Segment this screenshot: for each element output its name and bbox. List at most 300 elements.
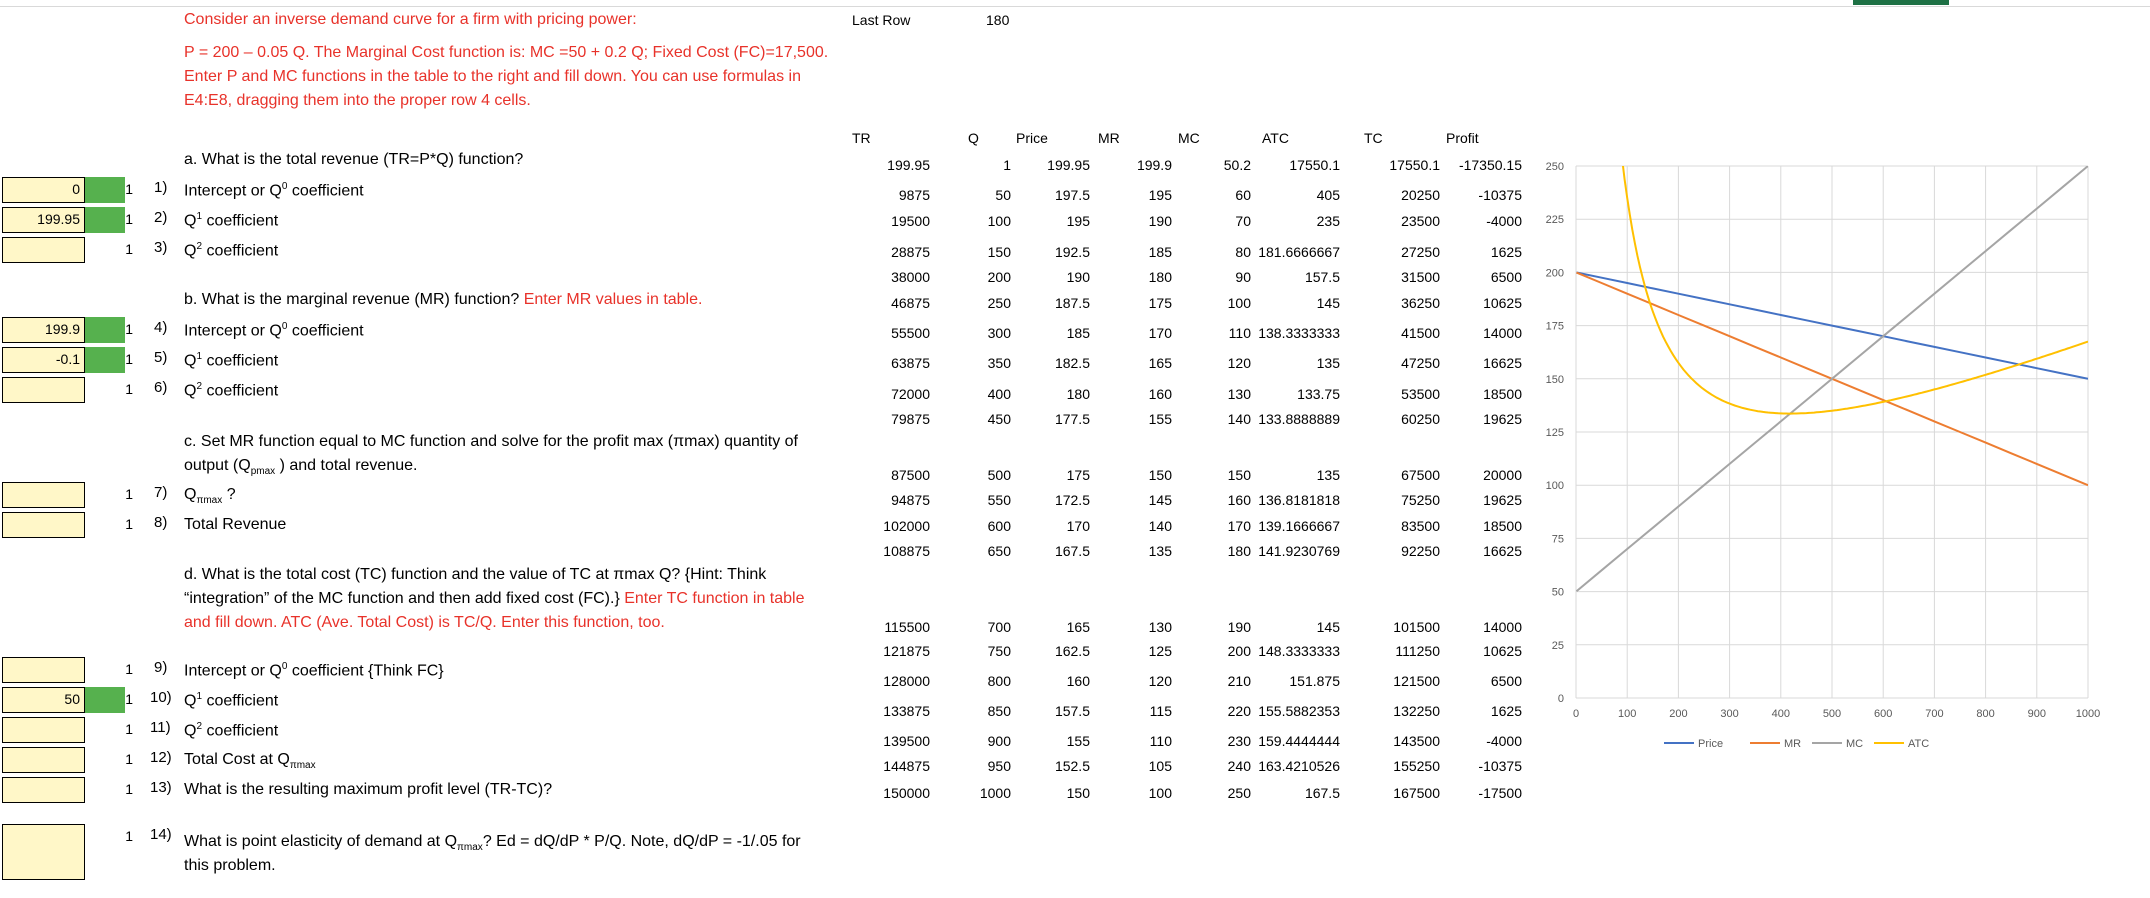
question-label: Intercept or Q — [184, 182, 282, 200]
section-b-text: b. What is the marginal revenue (MR) function? — [184, 291, 524, 308]
table-cell[interactable]: 27250 — [1401, 244, 1440, 260]
table-cell[interactable]: 41500 — [1401, 325, 1440, 341]
table-cell[interactable]: 210 — [1227, 673, 1251, 689]
table-cell[interactable]: 200 — [987, 269, 1011, 285]
table-cell[interactable]: 67500 — [1401, 467, 1440, 483]
question-label: Q — [184, 382, 197, 400]
table-cell[interactable]: 70 — [1235, 213, 1251, 229]
table-cell[interactable]: 108875 — [883, 543, 930, 559]
table-cell[interactable]: 405 — [1316, 187, 1340, 203]
table-cell[interactable]: 155 — [1066, 733, 1090, 749]
question-label: Total Revenue — [184, 516, 287, 533]
table-cell[interactable]: 140 — [1227, 411, 1251, 427]
question-label-suffix: coefficient — [202, 352, 279, 370]
table-cell[interactable]: -4000 — [1486, 213, 1522, 229]
table-cell[interactable]: 400 — [987, 386, 1011, 402]
question-label: Q — [184, 722, 197, 740]
question-number-2: 2) — [154, 209, 168, 226]
table-cell[interactable]: 165 — [1066, 619, 1090, 635]
question-label-suffix: coefficient — [202, 692, 279, 710]
table-cell[interactable]: 195 — [1148, 187, 1172, 203]
subscript: πmax — [289, 760, 316, 772]
table-cell[interactable]: 120 — [1227, 355, 1251, 371]
table-cell[interactable]: 850 — [987, 703, 1011, 719]
table-cell[interactable]: 150 — [1066, 785, 1090, 801]
table-cell[interactable]: 133.8888889 — [1258, 411, 1340, 427]
question-text-1 — [184, 181, 364, 200]
table-cell[interactable]: 135 — [1316, 355, 1340, 371]
table-cell[interactable]: 100 — [1227, 295, 1251, 311]
x-tick-label: 800 — [1976, 708, 1995, 720]
superscript: 0 — [281, 181, 288, 192]
table-cell[interactable]: 172.5 — [1054, 492, 1090, 508]
y-tick-label: 225 — [1545, 214, 1564, 227]
table-cell[interactable]: 141.9230769 — [1258, 543, 1340, 559]
subscript: πmax — [457, 842, 483, 854]
table-cell[interactable]: 148.3333333 — [1258, 643, 1340, 659]
table-cell[interactable]: 195 — [1066, 213, 1090, 229]
answer-cell-14[interactable] — [2, 824, 85, 880]
question-text-8 — [184, 516, 286, 534]
table-cell[interactable]: 150 — [987, 244, 1011, 260]
answer-cell-10[interactable]: 50 — [2, 687, 85, 713]
table-cell[interactable]: 180 — [1066, 386, 1090, 402]
table-cell[interactable]: 110 — [1149, 733, 1172, 749]
table-cell[interactable]: 220 — [1227, 703, 1251, 719]
table-cell[interactable]: 170 — [1066, 518, 1090, 534]
table-cell[interactable]: 250 — [1227, 785, 1251, 801]
table-cell[interactable]: 160 — [1227, 492, 1251, 508]
table-cell[interactable]: 16625 — [1483, 355, 1522, 371]
table-cell[interactable]: 6500 — [1490, 673, 1522, 689]
table-cell[interactable]: 144875 — [883, 758, 930, 774]
section-d-instruction: Enter TC function in table — [624, 590, 805, 607]
table-cell[interactable]: 199.95 — [1047, 157, 1090, 173]
table-cell[interactable]: -4000 — [1486, 733, 1522, 749]
table-cell[interactable]: 600 — [987, 518, 1011, 534]
table-cell[interactable]: 72000 — [891, 386, 930, 402]
question-text-14-line-2: this problem. — [184, 857, 276, 874]
table-cell[interactable]: 50 — [995, 187, 1011, 203]
table-cell[interactable]: 150 — [1148, 467, 1172, 483]
table-cell[interactable]: 115 — [1149, 703, 1172, 719]
section-c-sub: pmax — [250, 466, 276, 478]
question-number-12: 12) — [150, 749, 172, 766]
table-cell[interactable]: 155250 — [1393, 758, 1440, 774]
table-cell[interactable]: -17500 — [1478, 785, 1522, 801]
table-cell[interactable]: 120 — [1148, 673, 1172, 689]
table-cell[interactable]: 181.6666667 — [1258, 244, 1340, 260]
table-cell[interactable]: 167.5 — [1304, 785, 1340, 801]
answer-cell-11[interactable] — [2, 717, 85, 743]
table-cell[interactable]: 1 — [1003, 157, 1011, 173]
table-cell[interactable]: 1625 — [1490, 703, 1522, 719]
table-cell[interactable]: 152.5 — [1054, 758, 1090, 774]
table-cell[interactable]: 28875 — [891, 244, 930, 260]
table-cell[interactable]: 235 — [1316, 213, 1340, 229]
table-cell[interactable]: 230 — [1227, 733, 1251, 749]
table-cell[interactable]: 53500 — [1401, 386, 1440, 402]
table-cell[interactable]: 180 — [1227, 543, 1251, 559]
question-label: What is point elasticity of demand at Q — [184, 833, 458, 850]
question-number-10: 10) — [150, 689, 172, 706]
table-cell[interactable]: 130 — [1227, 386, 1251, 402]
table-cell[interactable]: 133.75 — [1297, 386, 1340, 402]
legend-label-mr: MR — [1784, 738, 1802, 750]
table-cell[interactable]: 50.2 — [1223, 157, 1251, 173]
legend-label-atc: ATC — [1908, 738, 1930, 750]
table-cell[interactable]: 700 — [987, 619, 1011, 635]
table-cell[interactable]: 139500 — [883, 733, 930, 749]
table-cell[interactable]: 17550.1 — [1389, 157, 1440, 173]
check-value-11: 1 — [125, 721, 133, 737]
question-number-5: 5) — [154, 349, 168, 366]
table-cell[interactable]: 75250 — [1401, 492, 1440, 508]
question-text-6 — [184, 381, 278, 400]
section-b-heading — [184, 291, 702, 309]
table-cell[interactable]: 900 — [987, 733, 1011, 749]
answer-cell-8[interactable] — [2, 512, 85, 538]
check-value-2: 1 — [125, 211, 133, 227]
check-value-4: 1 — [125, 321, 133, 337]
question-label-suffix: ? Ed = dQ/dP * P/Q. Note, dQ/dP = -1/.05 for — [482, 833, 801, 850]
table-cell[interactable]: 159.4444444 — [1258, 733, 1340, 749]
table-cell[interactable]: 18500 — [1483, 518, 1522, 534]
table-cell[interactable]: 55500 — [891, 325, 930, 341]
table-cell[interactable]: 19500 — [891, 213, 930, 229]
question-number-8: 8) — [154, 514, 168, 531]
table-cell[interactable]: 157.5 — [1304, 269, 1340, 285]
question-text-11 — [184, 721, 278, 740]
table-cell[interactable]: 110 — [1228, 325, 1251, 341]
superscript: 1 — [196, 351, 203, 362]
table-cell[interactable]: 31500 — [1401, 269, 1440, 285]
table-cell[interactable]: 190 — [1066, 269, 1090, 285]
table-cell[interactable]: 125 — [1148, 643, 1172, 659]
table-cell[interactable]: 145 — [1148, 492, 1172, 508]
table-cell[interactable]: 105 — [1148, 758, 1172, 774]
table-cell[interactable]: 350 — [987, 355, 1011, 371]
question-number-1: 1) — [154, 179, 168, 196]
table-cell[interactable]: 240 — [1227, 758, 1251, 774]
series-line-atc — [1612, 152, 2088, 414]
selected-column-indicator — [1853, 0, 1949, 5]
table-cell[interactable]: 16625 — [1483, 543, 1522, 559]
table-cell[interactable]: 155 — [1148, 411, 1172, 427]
question-number-3: 3) — [154, 239, 168, 256]
last-row-label: Last Row — [852, 12, 911, 28]
table-cell[interactable]: 1000 — [979, 785, 1011, 801]
table-cell[interactable]: 165 — [1148, 355, 1172, 371]
table-cell[interactable]: 177.5 — [1054, 411, 1090, 427]
table-cell[interactable]: 157.5 — [1054, 703, 1090, 719]
superscript: 0 — [281, 321, 288, 332]
question-label: Total Cost at Q — [184, 751, 290, 768]
check-value-14: 1 — [125, 828, 133, 844]
check-value-12: 1 — [125, 751, 133, 767]
question-number-13: 13) — [150, 779, 172, 796]
intro-line-1: Consider an inverse demand curve for a firm with pricing power: — [184, 11, 637, 28]
column-header-tc: TC — [1364, 130, 1383, 146]
answer-cell-2[interactable]: 199.95 — [2, 207, 85, 233]
section-d-line-1: d. What is the total cost (TC) function and the value of TC at πmax Q? {Hint: Think — [184, 566, 767, 583]
table-cell[interactable]: 450 — [987, 411, 1011, 427]
y-tick-label: 0 — [1557, 693, 1564, 705]
y-tick-label: 25 — [1551, 639, 1564, 652]
x-tick-label: 0 — [1572, 708, 1580, 720]
section-c-line-2a: output (Q — [184, 457, 251, 474]
table-cell[interactable]: 800 — [987, 673, 1011, 689]
check-value-6: 1 — [125, 381, 133, 397]
table-cell[interactable]: 121875 — [883, 643, 930, 659]
table-cell[interactable]: 140 — [1148, 518, 1172, 534]
table-cell[interactable]: 187.5 — [1054, 295, 1090, 311]
x-tick-label: 300 — [1720, 708, 1739, 720]
table-cell[interactable]: 650 — [987, 543, 1011, 559]
question-number-4: 4) — [154, 319, 168, 336]
line-chart — [1536, 152, 2150, 770]
table-cell[interactable]: 185 — [1066, 325, 1090, 341]
question-text-9 — [184, 661, 444, 680]
question-label-suffix: coefficient — [202, 722, 279, 740]
y-tick-label: 100 — [1545, 480, 1564, 493]
table-cell[interactable]: 155.5882353 — [1258, 703, 1340, 719]
x-tick-label: 700 — [1925, 708, 1944, 720]
table-cell[interactable]: 18500 — [1483, 386, 1522, 402]
table-cell[interactable]: 115500 — [884, 619, 930, 635]
answer-cell-1[interactable]: 0 — [2, 177, 85, 203]
table-cell[interactable]: 150 — [1227, 467, 1251, 483]
table-cell[interactable]: 47250 — [1401, 355, 1440, 371]
y-tick-label: 50 — [1551, 586, 1564, 599]
last-row-value[interactable]: 180 — [986, 12, 1010, 28]
legend-label-price: Price — [1698, 738, 1724, 750]
table-cell[interactable]: 10625 — [1483, 295, 1522, 311]
check-value-1: 1 — [125, 181, 133, 197]
table-cell[interactable]: 102000 — [883, 518, 930, 534]
table-cell[interactable]: 36250 — [1401, 295, 1440, 311]
table-cell[interactable]: 92250 — [1401, 543, 1440, 559]
table-cell[interactable]: 46875 — [891, 295, 930, 311]
table-cell[interactable]: 128000 — [883, 673, 930, 689]
section-d-line-2 — [184, 590, 804, 608]
section-b-instruction: Enter MR values in table. — [523, 291, 703, 308]
answer-cell-4[interactable]: 199.9 — [2, 317, 85, 343]
y-tick-label: 200 — [1545, 267, 1564, 280]
table-cell[interactable]: 143500 — [1393, 733, 1440, 749]
table-cell[interactable]: 23500 — [1401, 213, 1440, 229]
table-cell[interactable]: 20000 — [1483, 467, 1522, 483]
table-cell[interactable]: 163.4210526 — [1258, 758, 1340, 774]
check-value-13: 1 — [125, 781, 133, 797]
y-tick-label: 175 — [1545, 320, 1564, 333]
check-value-8: 1 — [125, 516, 133, 532]
table-cell[interactable]: 190 — [1148, 213, 1172, 229]
answer-cell-3[interactable] — [2, 237, 85, 263]
question-label-suffix: ? — [222, 486, 236, 503]
x-tick-label: 900 — [2027, 708, 2046, 720]
table-cell[interactable]: 300 — [987, 325, 1011, 341]
table-cell[interactable]: 197.5 — [1054, 187, 1090, 203]
sheet-top-border — [0, 0, 2150, 7]
x-tick-label: 200 — [1669, 708, 1688, 720]
question-number-14: 14) — [150, 826, 172, 843]
table-cell[interactable]: 6500 — [1490, 269, 1522, 285]
table-cell[interactable]: 83500 — [1401, 518, 1440, 534]
table-cell[interactable]: 167.5 — [1054, 543, 1090, 559]
table-cell[interactable]: 175 — [1148, 295, 1172, 311]
table-cell[interactable]: 185 — [1148, 244, 1172, 260]
table-cell[interactable]: 192.5 — [1054, 244, 1090, 260]
table-cell[interactable]: 60250 — [1401, 411, 1440, 427]
table-cell[interactable]: 170 — [1227, 518, 1251, 534]
table-cell[interactable]: -10375 — [1478, 187, 1522, 203]
intro-line-2: P = 200 – 0.05 Q. The Marginal Cost function is: MC =50 + 0.2 Q; Fixed Cost (FC)=17,500. — [184, 44, 829, 61]
question-label-suffix: coefficient — [202, 212, 279, 230]
table-cell[interactable]: 138.3333333 — [1258, 325, 1340, 341]
table-cell[interactable]: 94875 — [891, 492, 930, 508]
column-header-profit: Profit — [1446, 130, 1479, 146]
section-d-line-3: and fill down. ATC (Ave. Total Cost) is TC/Q. Enter this function, too. — [184, 614, 665, 631]
table-cell[interactable]: 200 — [1227, 643, 1251, 659]
answer-cell-13[interactable] — [2, 777, 85, 803]
superscript: 2 — [196, 241, 203, 252]
table-cell[interactable]: 130 — [1148, 619, 1172, 635]
question-text-7 — [184, 486, 236, 506]
table-cell[interactable]: 87500 — [891, 467, 930, 483]
table-cell[interactable]: 79875 — [891, 411, 930, 427]
answer-cell-7[interactable] — [2, 482, 85, 508]
table-cell[interactable]: 19625 — [1483, 411, 1522, 427]
column-header-price: Price — [1016, 130, 1048, 146]
question-label: Q — [184, 212, 197, 230]
section-c-line-1: c. Set MR function equal to MC function and solve for the profit max (πmax) quantity of — [184, 433, 798, 450]
question-number-7: 7) — [154, 484, 168, 501]
table-cell[interactable]: 111250 — [1395, 643, 1440, 659]
table-cell[interactable]: 20250 — [1401, 187, 1440, 203]
table-cell[interactable]: 250 — [987, 295, 1011, 311]
table-cell[interactable]: 170 — [1148, 325, 1172, 341]
table-cell[interactable]: 199.95 — [887, 157, 930, 173]
section-c-line-2b: ) and total revenue. — [275, 457, 418, 474]
table-cell[interactable]: 38000 — [891, 269, 930, 285]
superscript: 2 — [196, 721, 203, 732]
question-number-11: 11) — [150, 719, 171, 736]
table-cell[interactable]: 180 — [1148, 269, 1172, 285]
table-cell[interactable]: 100 — [987, 213, 1011, 229]
table-cell[interactable]: 167500 — [1393, 785, 1440, 801]
x-tick-label: 400 — [1771, 708, 1790, 720]
question-text-2 — [184, 211, 278, 230]
table-cell[interactable]: 151.875 — [1289, 673, 1340, 689]
table-cell[interactable]: 160 — [1148, 386, 1172, 402]
question-label: Q — [184, 242, 197, 260]
intro-line-3: Enter P and MC functions in the table to the right and fill down. You can use formulas in — [184, 68, 801, 85]
table-cell[interactable]: 162.5 — [1054, 643, 1090, 659]
table-cell[interactable]: 150000 — [883, 785, 930, 801]
table-cell[interactable]: 133875 — [883, 703, 930, 719]
question-label-suffix: coefficient — [287, 322, 364, 340]
answer-cell-9[interactable] — [2, 657, 85, 683]
question-label-suffix: coefficient — [202, 242, 279, 260]
column-header-mc: MC — [1178, 130, 1200, 146]
question-label-suffix: coefficient — [202, 382, 279, 400]
table-cell[interactable]: 950 — [987, 758, 1011, 774]
table-cell[interactable]: 750 — [987, 643, 1011, 659]
table-cell[interactable]: 550 — [987, 492, 1011, 508]
table-cell[interactable]: 139.1666667 — [1258, 518, 1340, 534]
check-value-3: 1 — [125, 241, 133, 257]
table-cell[interactable]: 90 — [1235, 269, 1251, 285]
table-cell[interactable]: 135 — [1148, 543, 1172, 559]
column-header-tr: TR — [852, 130, 871, 146]
question-label: Q — [184, 692, 197, 710]
check-value-10: 1 — [125, 691, 133, 707]
table-cell[interactable]: 135 — [1316, 467, 1340, 483]
section-a-heading: a. What is the total revenue (TR=P*Q) function? — [184, 151, 524, 168]
table-cell[interactable]: 17550.1 — [1289, 157, 1340, 173]
table-cell[interactable]: -17350.15 — [1458, 157, 1522, 173]
table-cell[interactable]: 145 — [1316, 619, 1340, 635]
question-label: Intercept or Q — [184, 662, 282, 680]
question-label: Q — [184, 352, 197, 370]
table-cell[interactable]: 190 — [1227, 619, 1251, 635]
superscript: 1 — [196, 691, 203, 702]
table-cell[interactable]: 121500 — [1393, 673, 1440, 689]
table-cell[interactable]: 9875 — [898, 187, 930, 203]
table-cell[interactable]: 80 — [1235, 244, 1251, 260]
question-number-6: 6) — [154, 379, 168, 396]
question-text-13 — [184, 781, 552, 799]
column-header-mr: MR — [1098, 130, 1120, 146]
answer-cell-5[interactable]: -0.1 — [2, 347, 85, 373]
question-label: What is the resulting maximum profit level (TR-TC)? — [184, 781, 553, 798]
subscript: πmax — [196, 495, 223, 507]
answer-cell-12[interactable] — [2, 747, 85, 773]
table-cell[interactable]: 160 — [1066, 673, 1090, 689]
table-cell[interactable]: 145 — [1316, 295, 1340, 311]
question-label-suffix: coefficient — [287, 182, 364, 200]
table-cell[interactable]: 136.8181818 — [1258, 492, 1340, 508]
table-cell[interactable]: 199.9 — [1136, 157, 1172, 173]
question-label-suffix: coefficient {Think FC} — [287, 662, 444, 680]
question-label: Intercept or Q — [184, 322, 282, 340]
superscript: 1 — [196, 211, 203, 222]
y-tick-label: 125 — [1545, 427, 1564, 439]
table-cell[interactable]: 10625 — [1483, 643, 1522, 659]
table-cell[interactable]: 132250 — [1393, 703, 1440, 719]
table-cell[interactable]: 14000 — [1483, 619, 1522, 635]
table-cell[interactable]: 500 — [987, 467, 1011, 483]
x-tick-label: 1000 — [2075, 708, 2101, 720]
table-cell[interactable]: 175 — [1066, 467, 1090, 483]
table-cell[interactable]: 182.5 — [1054, 355, 1090, 371]
superscript: 2 — [196, 381, 203, 392]
table-cell[interactable]: 1625 — [1490, 244, 1522, 260]
table-cell[interactable]: 63875 — [891, 355, 930, 371]
table-cell[interactable]: 19625 — [1483, 492, 1522, 508]
table-cell[interactable]: 14000 — [1483, 325, 1522, 341]
table-cell[interactable]: -10375 — [1478, 758, 1522, 774]
x-tick-label: 500 — [1822, 708, 1842, 720]
superscript: 0 — [281, 661, 288, 672]
table-cell[interactable]: 100 — [1148, 785, 1172, 801]
x-tick-label: 600 — [1874, 708, 1893, 720]
y-tick-label: 150 — [1545, 373, 1564, 386]
table-cell[interactable]: 101500 — [1393, 619, 1440, 635]
answer-cell-6[interactable] — [2, 377, 85, 403]
table-cell[interactable]: 60 — [1235, 187, 1251, 203]
